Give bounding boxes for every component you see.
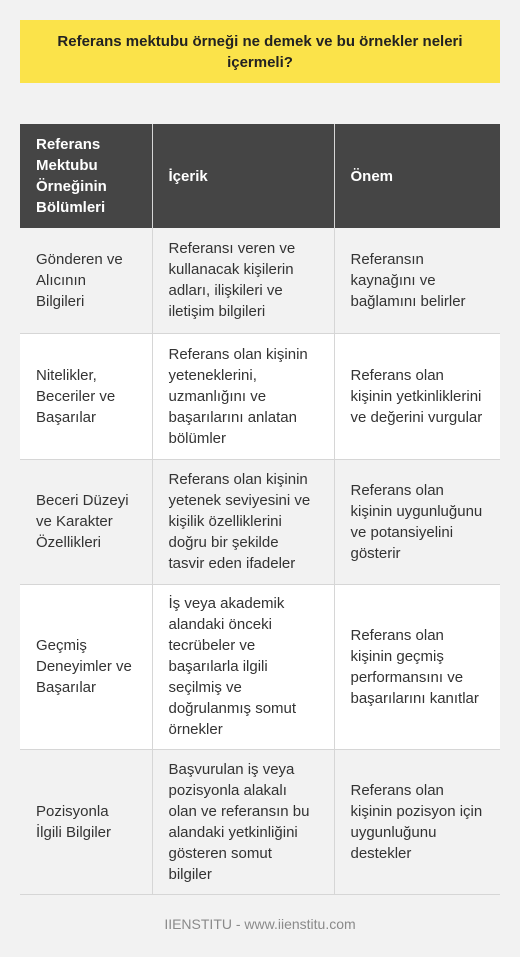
table-row [20,459,500,584]
content-cell: Başvurulan iş veya pozisyonla alakalı olan ve referansın bu alandaki yetkinliğini gösteren somut bilgiler [152,749,334,894]
section-cell: Geçmiş Deneyimler ve Başarılar [20,584,152,749]
section-cell: Beceri Düzeyi ve Karakter Özellikleri [20,459,152,584]
importance-cell: Referansın kaynağını ve bağlamını belirler [334,228,500,333]
reference-letter-table [20,124,500,895]
section-cell: Gönderen ve Alıcının Bilgileri [20,228,152,333]
footer-credit: IIENSTITU - www.iienstitu.com [164,916,356,932]
content-cell: Referans olan kişinin yetenek seviyesini ve kişilik özelliklerini doğru bir şekilde tasvir eden ifadeler [152,459,334,584]
importance-cell: Referans olan kişinin geçmiş performansını ve başarılarını kanıtlar [334,584,500,749]
section-cell: Pozisyonla İlgili Bilgiler [20,749,152,894]
importance-cell: Referans olan kişinin pozisyon için uygunluğunu destekler [334,749,500,894]
column-header-importance: Önem [334,124,500,228]
content-cell: Referansı veren ve kullanacak kişilerin adları, ilişkileri ve iletişim bilgileri [152,228,334,333]
table-row [20,749,500,894]
table-row [20,584,500,749]
table-row [20,333,500,459]
content-cell: Referans olan kişinin yeteneklerini, uzmanlığını ve başarılarını anlatan bölümler [152,333,334,459]
importance-cell: Referans olan kişinin uygunluğunu ve potansiyelini gösterir [334,459,500,584]
table-header-row [20,124,500,228]
page-title: Referans mektubu örneği ne demek ve bu örnekler neleri içermeli? [57,32,463,71]
title-banner [20,20,500,83]
section-cell: Nitelikler, Beceriler ve Başarılar [20,333,152,459]
column-header-sections: Referans Mektubu Örneğinin Bölümleri [20,124,152,228]
table-row [20,228,500,333]
column-header-content: İçerik [152,124,334,228]
content-cell: İş veya akademik alandaki önceki tecrübeler ve başarılarla ilgili seçilmiş ve doğrulanmış somut örnekler [152,584,334,749]
importance-cell: Referans olan kişinin yetkinliklerini ve değerini vurgular [334,333,500,459]
